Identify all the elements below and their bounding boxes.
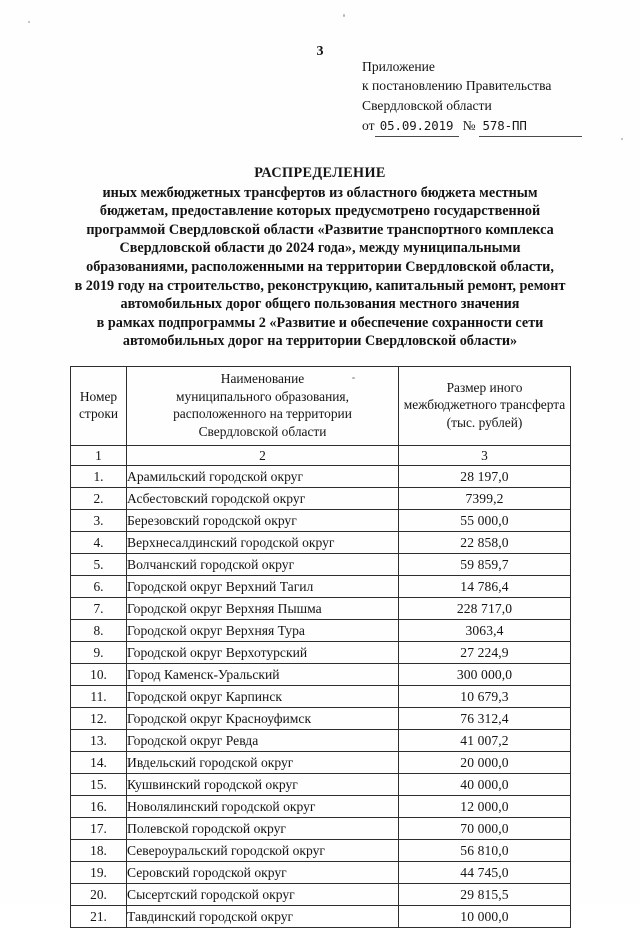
- cell-transfer-amount: 14 786,4: [399, 576, 571, 598]
- distribution-table: [70, 366, 571, 928]
- table-row: [71, 906, 571, 928]
- title-line: образованиями, расположенными на территории Свердловской области,: [86, 258, 554, 275]
- cell-transfer-amount: 3063,4: [399, 620, 571, 642]
- cell-transfer-amount: 22 858,0: [399, 532, 571, 554]
- cell-municipality-name: Сысертский городской округ: [127, 884, 399, 906]
- header-line: (тыс. рублей): [446, 414, 523, 430]
- decree-date-number-line: [362, 116, 632, 137]
- appendix-decree-authority: к постановлению Правительства: [362, 78, 552, 94]
- table-row: [71, 884, 571, 906]
- page-number: 3: [316, 44, 324, 59]
- document-title: [42, 164, 598, 351]
- cell-row-number: 20.: [71, 884, 127, 906]
- cell-municipality-name: Полевской городской округ: [127, 818, 399, 840]
- cell-municipality-name: Асбестовский городской округ: [127, 488, 399, 510]
- cell-municipality-name: Городской округ Верхний Тагил: [127, 576, 399, 598]
- title-heading: РАСПРЕДЕЛЕНИЕ: [254, 165, 386, 181]
- cell-row-number: 14.: [71, 752, 127, 774]
- cell-municipality-name: Городской округ Ревда: [127, 730, 399, 752]
- table-row: [71, 730, 571, 752]
- table-row: [71, 708, 571, 730]
- table-row: [71, 862, 571, 884]
- scan-speck: [28, 21, 30, 23]
- decree-date-value: 05.09.2019: [375, 116, 459, 137]
- cell-municipality-name: Арамильский городской округ: [127, 466, 399, 488]
- table-row: [71, 818, 571, 840]
- header-line: Свердловской области: [198, 423, 327, 439]
- appendix-reference-block: [362, 57, 632, 137]
- header-line: расположенного на территории: [173, 406, 352, 421]
- table-row: [71, 620, 571, 642]
- cell-municipality-name: Березовский городской округ: [127, 510, 399, 532]
- cell-municipality-name: Городской округ Красноуфимск: [127, 708, 399, 730]
- table-row: [71, 642, 571, 664]
- cell-municipality-name: Городской округ Верхняя Тура: [127, 620, 399, 642]
- column-number-row: [71, 446, 571, 466]
- cell-transfer-amount: 12 000,0: [399, 796, 571, 818]
- cell-municipality-name: Новолялинский городской округ: [127, 796, 399, 818]
- table-row: [71, 796, 571, 818]
- cell-transfer-amount: 55 000,0: [399, 510, 571, 532]
- cell-row-number: 18.: [71, 840, 127, 862]
- cell-row-number: 15.: [71, 774, 127, 796]
- header-line: Размер иного: [446, 379, 523, 395]
- cell-row-number: 13.: [71, 730, 127, 752]
- table-row: [71, 774, 571, 796]
- cell-row-number: 6.: [71, 576, 127, 598]
- column-number: 2: [127, 446, 399, 466]
- appendix-region: Свердловской области: [362, 97, 492, 113]
- cell-row-number: 8.: [71, 620, 127, 642]
- column-number: 1: [71, 446, 127, 466]
- appendix-label: Приложение: [362, 59, 435, 74]
- table-row: [71, 686, 571, 708]
- cell-row-number: 10.: [71, 664, 127, 686]
- table-row: [71, 532, 571, 554]
- cell-transfer-amount: 10 000,0: [399, 906, 571, 928]
- cell-row-number: 3.: [71, 510, 127, 532]
- cell-municipality-name: Ивдельский городской округ: [127, 752, 399, 774]
- cell-municipality-name: Городской округ Верхняя Пышма: [127, 598, 399, 620]
- table-row: [71, 840, 571, 862]
- cell-row-number: 16.: [71, 796, 127, 818]
- header-line: Номер: [79, 388, 118, 404]
- cell-transfer-amount: 228 717,0: [399, 598, 571, 620]
- table-head: [71, 367, 571, 466]
- cell-transfer-amount: 59 859,7: [399, 554, 571, 576]
- cell-municipality-name: Городской округ Карпинск: [127, 686, 399, 708]
- column-header-row-number: [71, 367, 127, 446]
- cell-transfer-amount: 300 000,0: [399, 664, 571, 686]
- cell-municipality-name: Серовский городской округ: [127, 862, 399, 884]
- cell-row-number: 4.: [71, 532, 127, 554]
- cell-transfer-amount: 76 312,4: [399, 708, 571, 730]
- header-line: Наименование: [220, 371, 305, 386]
- cell-transfer-amount: 27 224,9: [399, 642, 571, 664]
- cell-row-number: 1.: [71, 466, 127, 488]
- cell-row-number: 11.: [71, 686, 127, 708]
- cell-transfer-amount: 10 679,3: [399, 686, 571, 708]
- cell-transfer-amount: 28 197,0: [399, 466, 571, 488]
- column-number: 3: [399, 446, 571, 466]
- column-header-municipality: [127, 367, 399, 446]
- scan-speck: [621, 138, 623, 140]
- distribution-table-wrapper: [70, 366, 570, 928]
- title-line: иных межбюджетных трансфертов из областного бюджета местным: [102, 184, 538, 201]
- cell-row-number: 19.: [71, 862, 127, 884]
- cell-row-number: 2.: [71, 488, 127, 510]
- table-row: [71, 554, 571, 576]
- cell-row-number: 21.: [71, 906, 127, 928]
- cell-row-number: 7.: [71, 598, 127, 620]
- table-row: [71, 576, 571, 598]
- table-header-row: [71, 367, 571, 446]
- table-row: [71, 752, 571, 774]
- header-line: строки: [78, 406, 119, 421]
- header-line: межбюджетного трансферта: [403, 397, 566, 413]
- cell-row-number: 9.: [71, 642, 127, 664]
- cell-transfer-amount: 70 000,0: [399, 818, 571, 840]
- cell-municipality-name: Волчанский городской округ: [127, 554, 399, 576]
- cell-municipality-name: Городской округ Верхотурский: [127, 642, 399, 664]
- title-line: бюджетам, предоставление которых предусмотрено государственной: [99, 203, 541, 220]
- cell-row-number: 12.: [71, 708, 127, 730]
- cell-municipality-name: Кушвинский городской округ: [127, 774, 399, 796]
- number-sign: №: [462, 117, 476, 133]
- cell-row-number: 17.: [71, 818, 127, 840]
- cell-transfer-amount: 7399,2: [399, 488, 571, 510]
- column-header-transfer-amount: [399, 367, 571, 446]
- cell-transfer-amount: 41 007,2: [399, 730, 571, 752]
- title-line: в рамках подпрограммы 2 «Развитие и обеспечение сохранности сети: [96, 314, 544, 331]
- title-line: Свердловской области до 2024 года», между муниципальными: [119, 240, 521, 257]
- cell-row-number: 5.: [71, 554, 127, 576]
- table-row: [71, 488, 571, 510]
- scan-speck: [343, 14, 345, 17]
- table-row: [71, 466, 571, 488]
- title-line: программой Свердловской области «Развитие транспортного комплекса: [86, 221, 554, 238]
- decree-date-label: от: [362, 117, 375, 133]
- table-row: [71, 598, 571, 620]
- cell-transfer-amount: 29 815,5: [399, 884, 571, 906]
- title-line: автомобильных дорог на территории Свердловской области»: [122, 333, 518, 350]
- table-row: [71, 664, 571, 686]
- cell-municipality-name: Тавдинский городской округ: [127, 906, 399, 928]
- cell-transfer-amount: 56 810,0: [399, 840, 571, 862]
- table-body: [71, 466, 571, 928]
- title-line: в 2019 году на строительство, реконструкцию, капитальный ремонт, ремонт: [74, 277, 566, 294]
- decree-number-value: 578-ПП: [479, 116, 582, 137]
- title-line: автомобильных дорог общего пользования местного значения: [120, 296, 520, 313]
- cell-municipality-name: Североуральский городской округ: [127, 840, 399, 862]
- cell-municipality-name: Город Каменск-Уральский: [127, 664, 399, 686]
- table-row: [71, 510, 571, 532]
- cell-transfer-amount: 40 000,0: [399, 774, 571, 796]
- cell-municipality-name: Верхнесалдинский городской округ: [127, 532, 399, 554]
- cell-transfer-amount: 44 745,0: [399, 862, 571, 884]
- header-line: муниципального образования,: [176, 388, 349, 404]
- cell-transfer-amount: 20 000,0: [399, 752, 571, 774]
